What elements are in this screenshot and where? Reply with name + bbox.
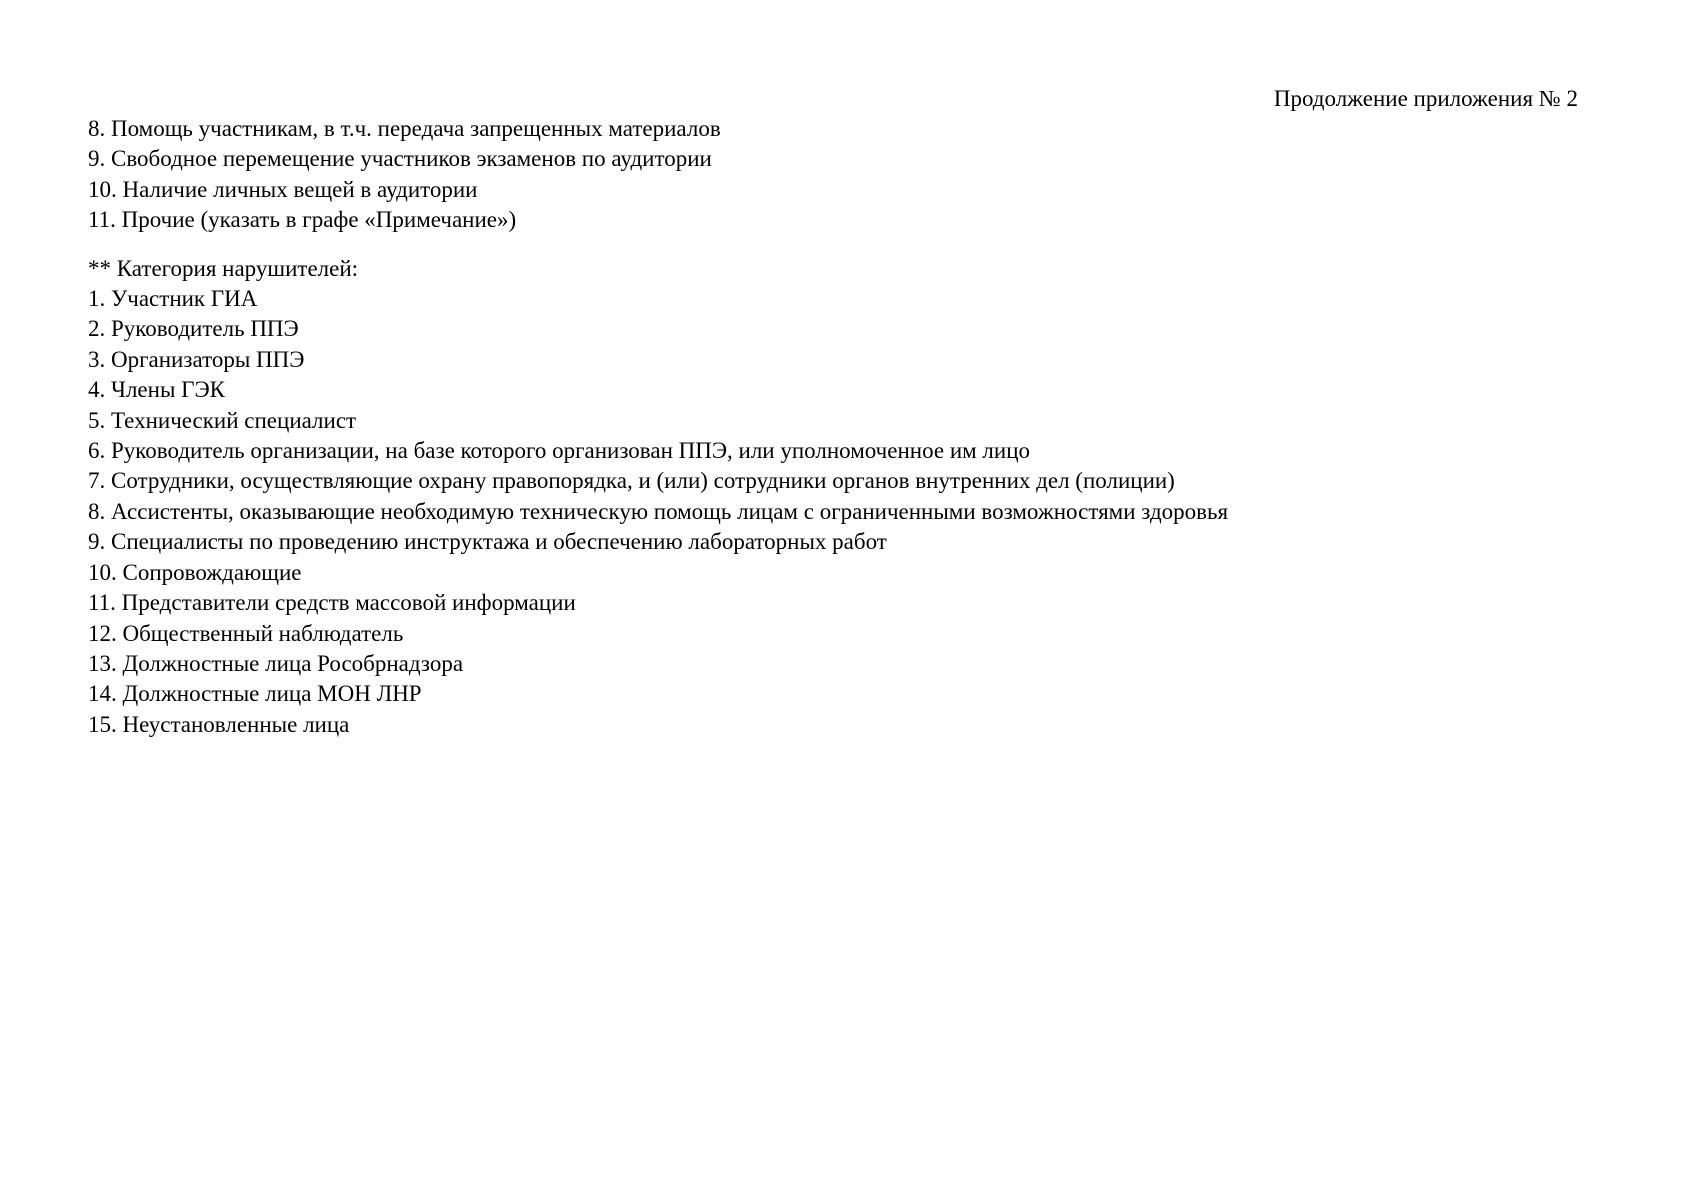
violators-section <box>88 254 1588 741</box>
violator-category-item: 15. Неустановленные лица <box>88 711 350 737</box>
violator-category-item: 9. Специалисты по проведению инструктажа и обеспечению лабораторных работ <box>88 529 887 555</box>
violation-item: 9. Свободное перемещение участников экзаменов по аудитории <box>88 146 712 172</box>
violator-category-item: 7. Сотрудники, осуществляющие охрану правопорядка, и (или) сотрудники органов внутренних дел (полиции) <box>88 468 1175 494</box>
violation-item: 10. Наличие личных вещей в аудитории <box>88 176 478 202</box>
violators-heading: ** Категория нарушителей: <box>88 255 359 281</box>
violator-category-item: 11. Представители средств массовой информации <box>88 590 576 616</box>
appendix-continuation-note: Продолжение приложения № 2 <box>1273 86 1578 111</box>
violator-category-item: 6. Руководитель организации, на базе которого организован ППЭ, или уполномоченное им лицо <box>88 438 1031 464</box>
violator-category-item: 10. Сопровождающие <box>88 559 302 585</box>
violator-category-item: 1. Участник ГИА <box>88 286 258 312</box>
violator-category-item: 5. Технический специалист <box>88 407 357 433</box>
section-spacer <box>88 236 1588 254</box>
violation-item: 8. Помощь участникам, в т.ч. передача запрещенных материалов <box>88 116 721 141</box>
violation-item: 11. Прочие (указать в графе «Примечание») <box>88 207 517 233</box>
violator-category-item: 4. Члены ГЭК <box>88 377 225 403</box>
violations-list <box>88 114 1588 236</box>
violator-category-item: 12. Общественный наблюдатель <box>88 620 404 646</box>
violator-category-item: 3. Организаторы ППЭ <box>88 346 305 372</box>
violator-category-item: 8. Ассистенты, оказывающие необходимую техническую помощь лицам с ограниченными возможностями здоровья <box>88 498 1229 524</box>
violator-category-item: 14. Должностные лица МОН ЛНР <box>88 681 422 707</box>
document-body <box>88 114 1588 740</box>
violator-category-item: 13. Должностные лица Рособрнадзора <box>88 650 464 676</box>
violator-category-item: 2. Руководитель ППЭ <box>88 316 299 342</box>
